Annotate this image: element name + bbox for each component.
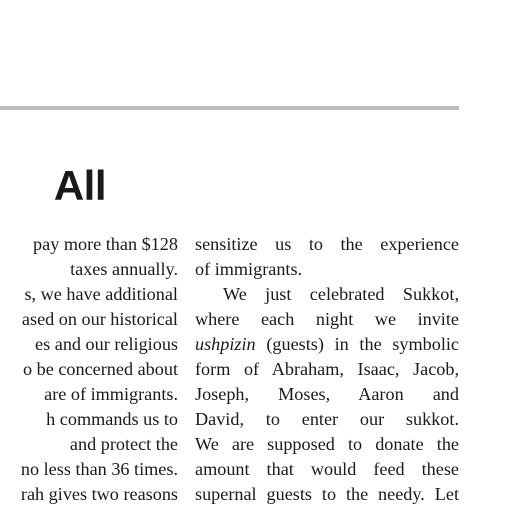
column-line: pay more than $128 [33,234,178,254]
column-line [195,332,459,357]
column-line: amount that would feed these [195,459,459,479]
column-line: supernal guests to the needy. Let [195,484,459,504]
article-column-left [0,232,178,507]
column-line: es and our religious [35,334,178,354]
column-line: where each night we invite [195,309,459,329]
column-line: o be concerned about [22,359,178,379]
column-line: David, to enter our sukkot. [195,409,459,429]
column-line: Joseph, Moses, Aaron and [195,384,459,404]
column-line: We just celebrated Sukkot, [223,284,459,304]
italic-term-ushpizin: ushpizin [195,334,256,354]
column-line: form of Abraham, Isaac, Jacob, [195,359,459,379]
article-column-right [195,232,459,507]
column-line: no less than 36 times. [20,459,178,479]
column-line: rah gives two reasons [20,484,178,504]
column-line: and protect the [69,434,178,454]
column-line-rest: (guests) in the symbolic [266,334,459,354]
section-divider-rule [0,106,459,110]
column-line: We are supposed to donate the [195,434,459,454]
column-line: sensitize us to the experience [195,234,459,254]
column-line: are of immigrants. [44,384,178,404]
article-headline: All [53,162,106,209]
column-line: h commands us to [46,409,178,429]
column-line: of immigrants. [195,259,303,279]
column-line: taxes annually. [70,259,178,279]
column-line: s, we have additional [24,284,178,304]
column-line: ased on our historical [21,309,178,329]
